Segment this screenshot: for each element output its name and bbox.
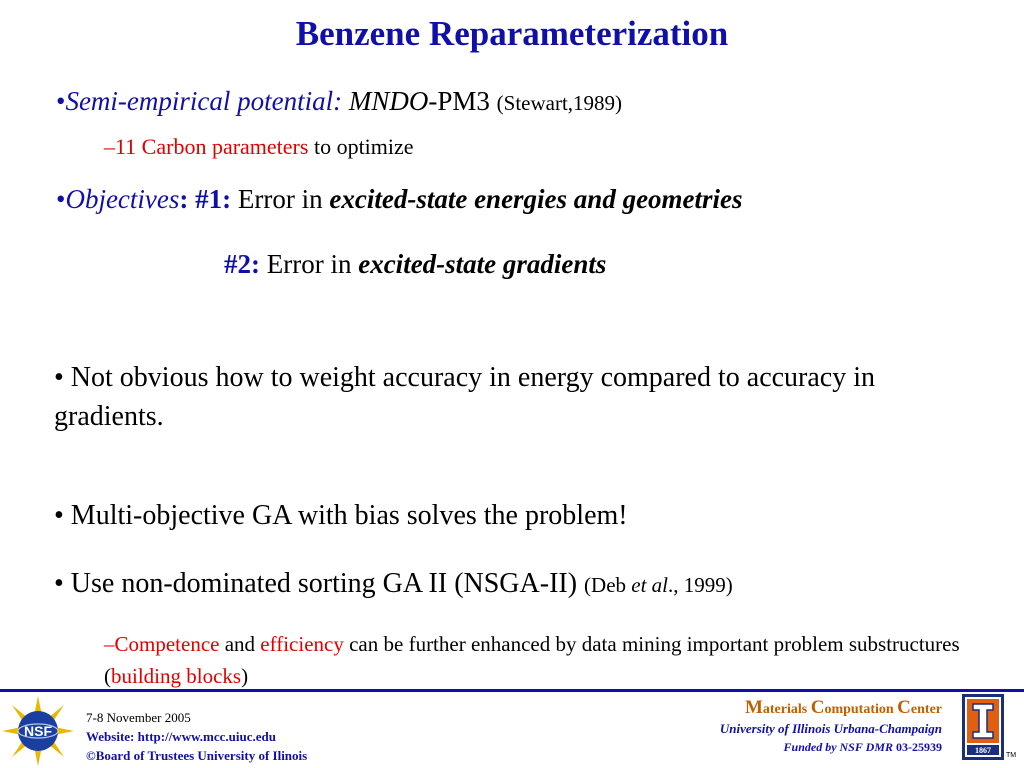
pm3-text: -PM3: [428, 86, 490, 116]
nsga-text: • Use non-dominated sorting GA II (NSGA-II): [54, 568, 578, 599]
objective-1-number: #1:: [195, 184, 232, 214]
bullet-dot: •: [56, 86, 66, 116]
efficiency-word: efficiency: [260, 632, 344, 656]
objective-2-text: Error in: [266, 249, 352, 279]
footer-left: [86, 708, 307, 765]
svg-text:1867: 1867: [975, 746, 991, 755]
carbon-parameters-red: –11 Carbon parameters: [104, 134, 309, 159]
point-weighting: • Not obvious how to weight accuracy in energy compared to accuracy in gradients.: [54, 362, 876, 432]
mcc-name: Materials Computation Center: [744, 697, 942, 718]
building-blocks-word: building blocks: [111, 664, 242, 688]
nsf-logo-icon: [0, 694, 76, 768]
slide-title: Benzene Reparameterization: [295, 14, 729, 53]
objective-2-emphasis: excited-state gradients: [358, 249, 607, 279]
university-name: University of Illinois Urbana-Champaign: [719, 721, 942, 736]
bullet-dot: •: [56, 184, 66, 214]
funding-line: Funded by NSF DMR 03-25939: [783, 740, 942, 754]
footer-divider: [0, 689, 1024, 692]
objective-1-emphasis: excited-state energies and geometries: [329, 184, 743, 214]
objectives-colon: :: [179, 184, 189, 214]
to-optimize-text: to optimize: [308, 134, 414, 159]
trademark-mark: TM: [1006, 752, 1017, 759]
footer-website[interactable]: Website: http://www.mcc.uiuc.edu: [86, 729, 276, 744]
competence-word: Competence: [114, 632, 220, 656]
point-multi-objective: • Multi-objective GA with bias solves the problem!: [54, 500, 628, 531]
objectives-label: Objectives: [65, 184, 180, 214]
stewart-citation: (Stewart,1989): [496, 91, 623, 115]
bullet-semi-empirical: [56, 86, 622, 117]
sub-carbon-parameters: [104, 134, 414, 160]
mndo-text: MNDO: [348, 86, 429, 116]
point-nsga: [54, 568, 733, 600]
objectives-line-1: [56, 184, 743, 215]
objective-2-number: #2:: [224, 249, 260, 279]
footer-date: 7-8 November 2005: [86, 710, 191, 725]
objectives-line-2: [224, 249, 606, 280]
svg-text:NSF: NSF: [24, 723, 52, 739]
semi-empirical-label: Semi-empirical potential:: [65, 86, 343, 116]
footer-copyright: ©Board of Trustees University of Ilinois: [86, 748, 308, 763]
objective-1-text: Error in: [237, 184, 323, 214]
footer-right: [720, 698, 942, 756]
sub-competence: –Competence and efficiency can be further enhanced by data mining important problem substructures (building blocks): [104, 632, 960, 688]
deb-citation: (Deb et al., 1999): [584, 573, 733, 597]
illinois-seal-icon: [962, 694, 1004, 760]
